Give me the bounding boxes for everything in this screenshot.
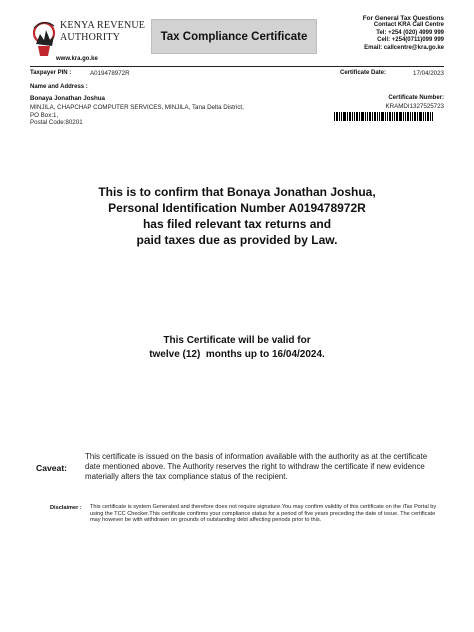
barcode-bar [343, 112, 346, 121]
contact-tel: Tel: +254 (020) 4999 999 [376, 29, 444, 36]
barcode-bar [356, 112, 358, 121]
certificate-date-label: Certificate Date: [340, 70, 387, 76]
barcode-bar [372, 112, 373, 121]
barcode-bar [412, 112, 413, 121]
barcode-bar [381, 112, 384, 121]
statement-line1: This is to confirm that Bonaya Jonathan Joshua, [98, 185, 376, 199]
disclaimer-label: Disclaimer : [50, 505, 82, 511]
pin-label: Taxpayer PIN : [30, 70, 72, 76]
barcode-bar [432, 112, 433, 121]
statement-line3: has filed relevant tax returns and [142, 217, 332, 231]
logo-line2: AUTHORITY [60, 32, 121, 43]
taxpayer-address [30, 104, 244, 127]
logo-line1: KENYA REVENUE [60, 20, 146, 31]
barcode-bar [399, 112, 402, 121]
barcode-bar [347, 112, 348, 121]
barcode-bar [410, 112, 411, 121]
contact-email[interactable]: Email: callcentre@kra.go.ke [364, 44, 444, 51]
name-address-label: Name and Address : [30, 84, 88, 90]
logo-wordmark [60, 20, 145, 44]
barcode-bar [374, 112, 376, 121]
barcode-bar [427, 112, 429, 121]
barcode-bar [394, 112, 395, 121]
barcode-bar [419, 112, 422, 121]
barcode-bar [341, 112, 342, 121]
document-title: Tax Compliance Certificate [151, 19, 317, 54]
barcode-bar [392, 112, 393, 121]
disclaimer-text: This certificate is system Generated and therefore does not require signature.You may confirm validity of this certificate on the iTax Portal by using the TCC Checker.This certificate confirms your compliance status for a period of five years preceding the date of issue. The certificate may however be with withdrawn on grounds of outstanding debt affecting periods prior to this. [90, 504, 437, 524]
barcode-bar [396, 112, 398, 121]
barcode-bar [407, 112, 409, 121]
barcode-bar [385, 112, 386, 121]
barcode-bar [349, 112, 351, 121]
caveat-text: This certificate is issued on the basis of information available with the authority as at the certificate date mentioned above. The Authority reserves the right to withdraw the certificate if new evidence materially alters the tax compliance status of the recipient. [85, 452, 428, 481]
barcode-bar [423, 112, 424, 121]
caveat-label: Caveat: [36, 463, 68, 473]
barcode-bar [430, 112, 431, 121]
barcode-bar [361, 112, 364, 121]
validity-line1: This Certificate will be valid for [163, 335, 311, 346]
certificate-barcode-icon [334, 112, 444, 121]
certificate-date-value: 17/04/2023 [413, 70, 444, 77]
validity-line2: twelve (12) months up to 16/04/2024. [149, 349, 325, 360]
barcode-bar [354, 112, 355, 121]
contact-block [363, 15, 444, 52]
barcode-bar [379, 112, 380, 121]
barcode-bar [369, 112, 371, 121]
barcode-bar [365, 112, 366, 121]
taxpayer-name: Bonaya Jonathan Joshua [30, 95, 105, 102]
validity-statement [0, 334, 474, 362]
barcode-bar [417, 112, 418, 121]
contact-heading: For General Tax Questions [362, 15, 444, 22]
certificate-number-value: KRAMDI1327525723 [385, 103, 444, 110]
barcode-bar [387, 112, 388, 121]
header-divider [30, 66, 444, 67]
contact-cell: Cell: +254(0711)099 999 [377, 37, 444, 44]
statement-line2: Personal Identification Number A019478972R [108, 201, 366, 215]
address-line2: PO Box:1, [30, 111, 59, 119]
barcode-bar [336, 112, 338, 121]
statement-line4: paid taxes due as provided by Law. [136, 233, 338, 247]
barcode-bar [414, 112, 416, 121]
barcode-bar [425, 112, 426, 121]
website-link[interactable]: www.kra.go.ke [56, 56, 98, 62]
barcode-bar [405, 112, 406, 121]
address-line3: Postal Code:80201 [30, 119, 83, 127]
pin-value: A019478972R [90, 70, 130, 77]
barcode-bar [377, 112, 378, 121]
compliance-statement [0, 184, 474, 248]
barcode-bar [339, 112, 340, 121]
kra-lion-logo-icon [30, 16, 60, 60]
address-line1: MINJILA, CHAPCHAP COMPUTER SERVICES, MINJILA, Tana Delta District, [30, 104, 244, 111]
barcode-bar [334, 112, 335, 121]
barcode-bar [403, 112, 404, 121]
barcode-bar [352, 112, 353, 121]
certificate-number-label: Certificate Number: [388, 95, 444, 101]
barcode-bar [389, 112, 391, 121]
barcode-bar [359, 112, 360, 121]
barcode-bar [367, 112, 368, 121]
contact-line1: Contact KRA Call Centre [373, 22, 444, 29]
